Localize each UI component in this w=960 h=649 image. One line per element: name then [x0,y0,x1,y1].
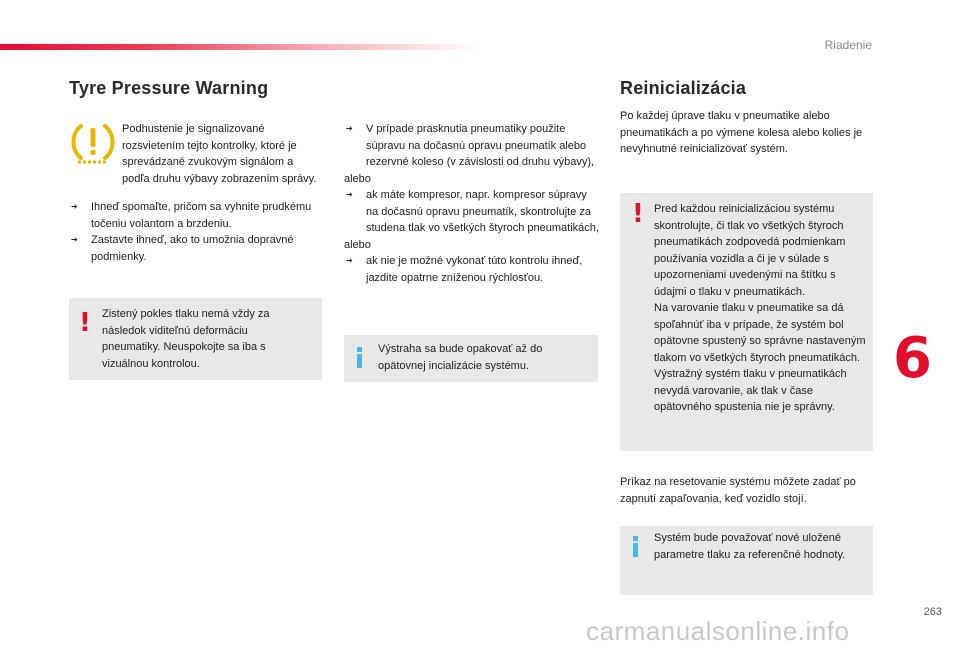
tyre-pressure-warning-icon [69,120,117,166]
right-info-box [620,526,873,595]
right-info-text: Systém bude považovať nové uložené parametre tlaku za referenčné hodnoty. [654,532,846,561]
right-warning-text [654,201,868,416]
middle-bullet-3: ➔ ak nie je možné vykonať túto kontrolu ihneď, jazdite opatrne zníženou rýchlosťou. [344,253,600,286]
warning-exclamation-icon: ! [632,199,644,229]
left-bullet-2: ➔ Zastavte ihneď, ako to umožnia dopravné podmienky. [69,232,324,265]
right-warning-line-3: Výstražný systém tlaku v pneumatikách nevydá varovanie, ak tlak v čase opätovného spustenia nie je správny. [654,368,847,413]
middle-bullet-2: ➔ ak máte kompresor, napr. kompresor súpravy na dočasnú opravu pneumatík, skontrolujte za studena tlak vo všetkých štyroch pneumatikách, [344,187,600,237]
middle-bullet-1: ➔ V prípade prasknutia pneumatiky použite súpravu na dočasnú opravu pneumatík alebo rezervné koleso (v závislosti od druhu výbavy), [344,121,600,171]
right-warning-line-2: Na varovanie tlaku v pneumatike sa dá spoľahnúť iba v prípade, že systém bol opätovne spustený so správne nastaveným tlakom vo všetkých štyroch pneumatikách. [654,302,866,364]
left-bullet-1: ➔ Ihneď spomaľte, pričom sa vyhnite prudkému točeniu volantom a brzdeniu. [69,199,324,232]
middle-or-2: alebo [344,238,371,251]
right-warning-line-1: Pred každou reinicializáciou systému skontrolujte, či tlak vo všetkých štyroch pneumatikách zodpovedá podmienkam používania vozidla a či je v súlade s upozorneniami uvedenými na štítku s údajmi o tlaku v pneumatikách. [654,203,846,298]
header-gradient-bar [0,44,480,50]
middle-info-text: Výstraha sa bude opakovať až do opätovnej incializácie systému. [378,343,543,372]
left-warning-box [69,298,322,380]
chapter-number: 6 [893,326,932,391]
info-icon [633,536,638,557]
page-number: 263 [923,606,942,618]
left-lead-text: Podhustenie je signalizované rozsvietením tejto kontrolky, ktoré je sprevádzané zvukovým signálom a podľa druhu výbavy zobrazením správy. [122,123,317,185]
right-warning-box [620,193,873,451]
right-intro-text: Po každej úprave tlaku v pneumatike alebo pneumatikách a po výmene kolesa alebo kolies je nevyhnutné reinicializovať systém. [620,110,863,155]
left-bullet-list [69,199,324,265]
middle-or-1: alebo [344,172,371,185]
left-warning-text: Zistený pokles tlaku nemá vždy za následok viditeľnú deformáciu pneumatiky. Neuspokojte sa iba s vizuálnou kontrolou. [102,308,270,370]
left-title: Tyre Pressure Warning [69,78,269,98]
info-icon [357,347,362,368]
middle-instructions [344,121,600,286]
section-name: Riadenie [824,38,872,52]
right-title: Reinicializácia [620,78,747,98]
middle-info-box [344,335,598,382]
warning-exclamation-icon: ! [79,308,91,338]
right-reset-text: Príkaz na resetovanie systému môžete zadať po zapnutí zapaľovania, keď vozidlo stojí. [620,476,856,505]
watermark: carmanualsonline.info [586,616,850,646]
